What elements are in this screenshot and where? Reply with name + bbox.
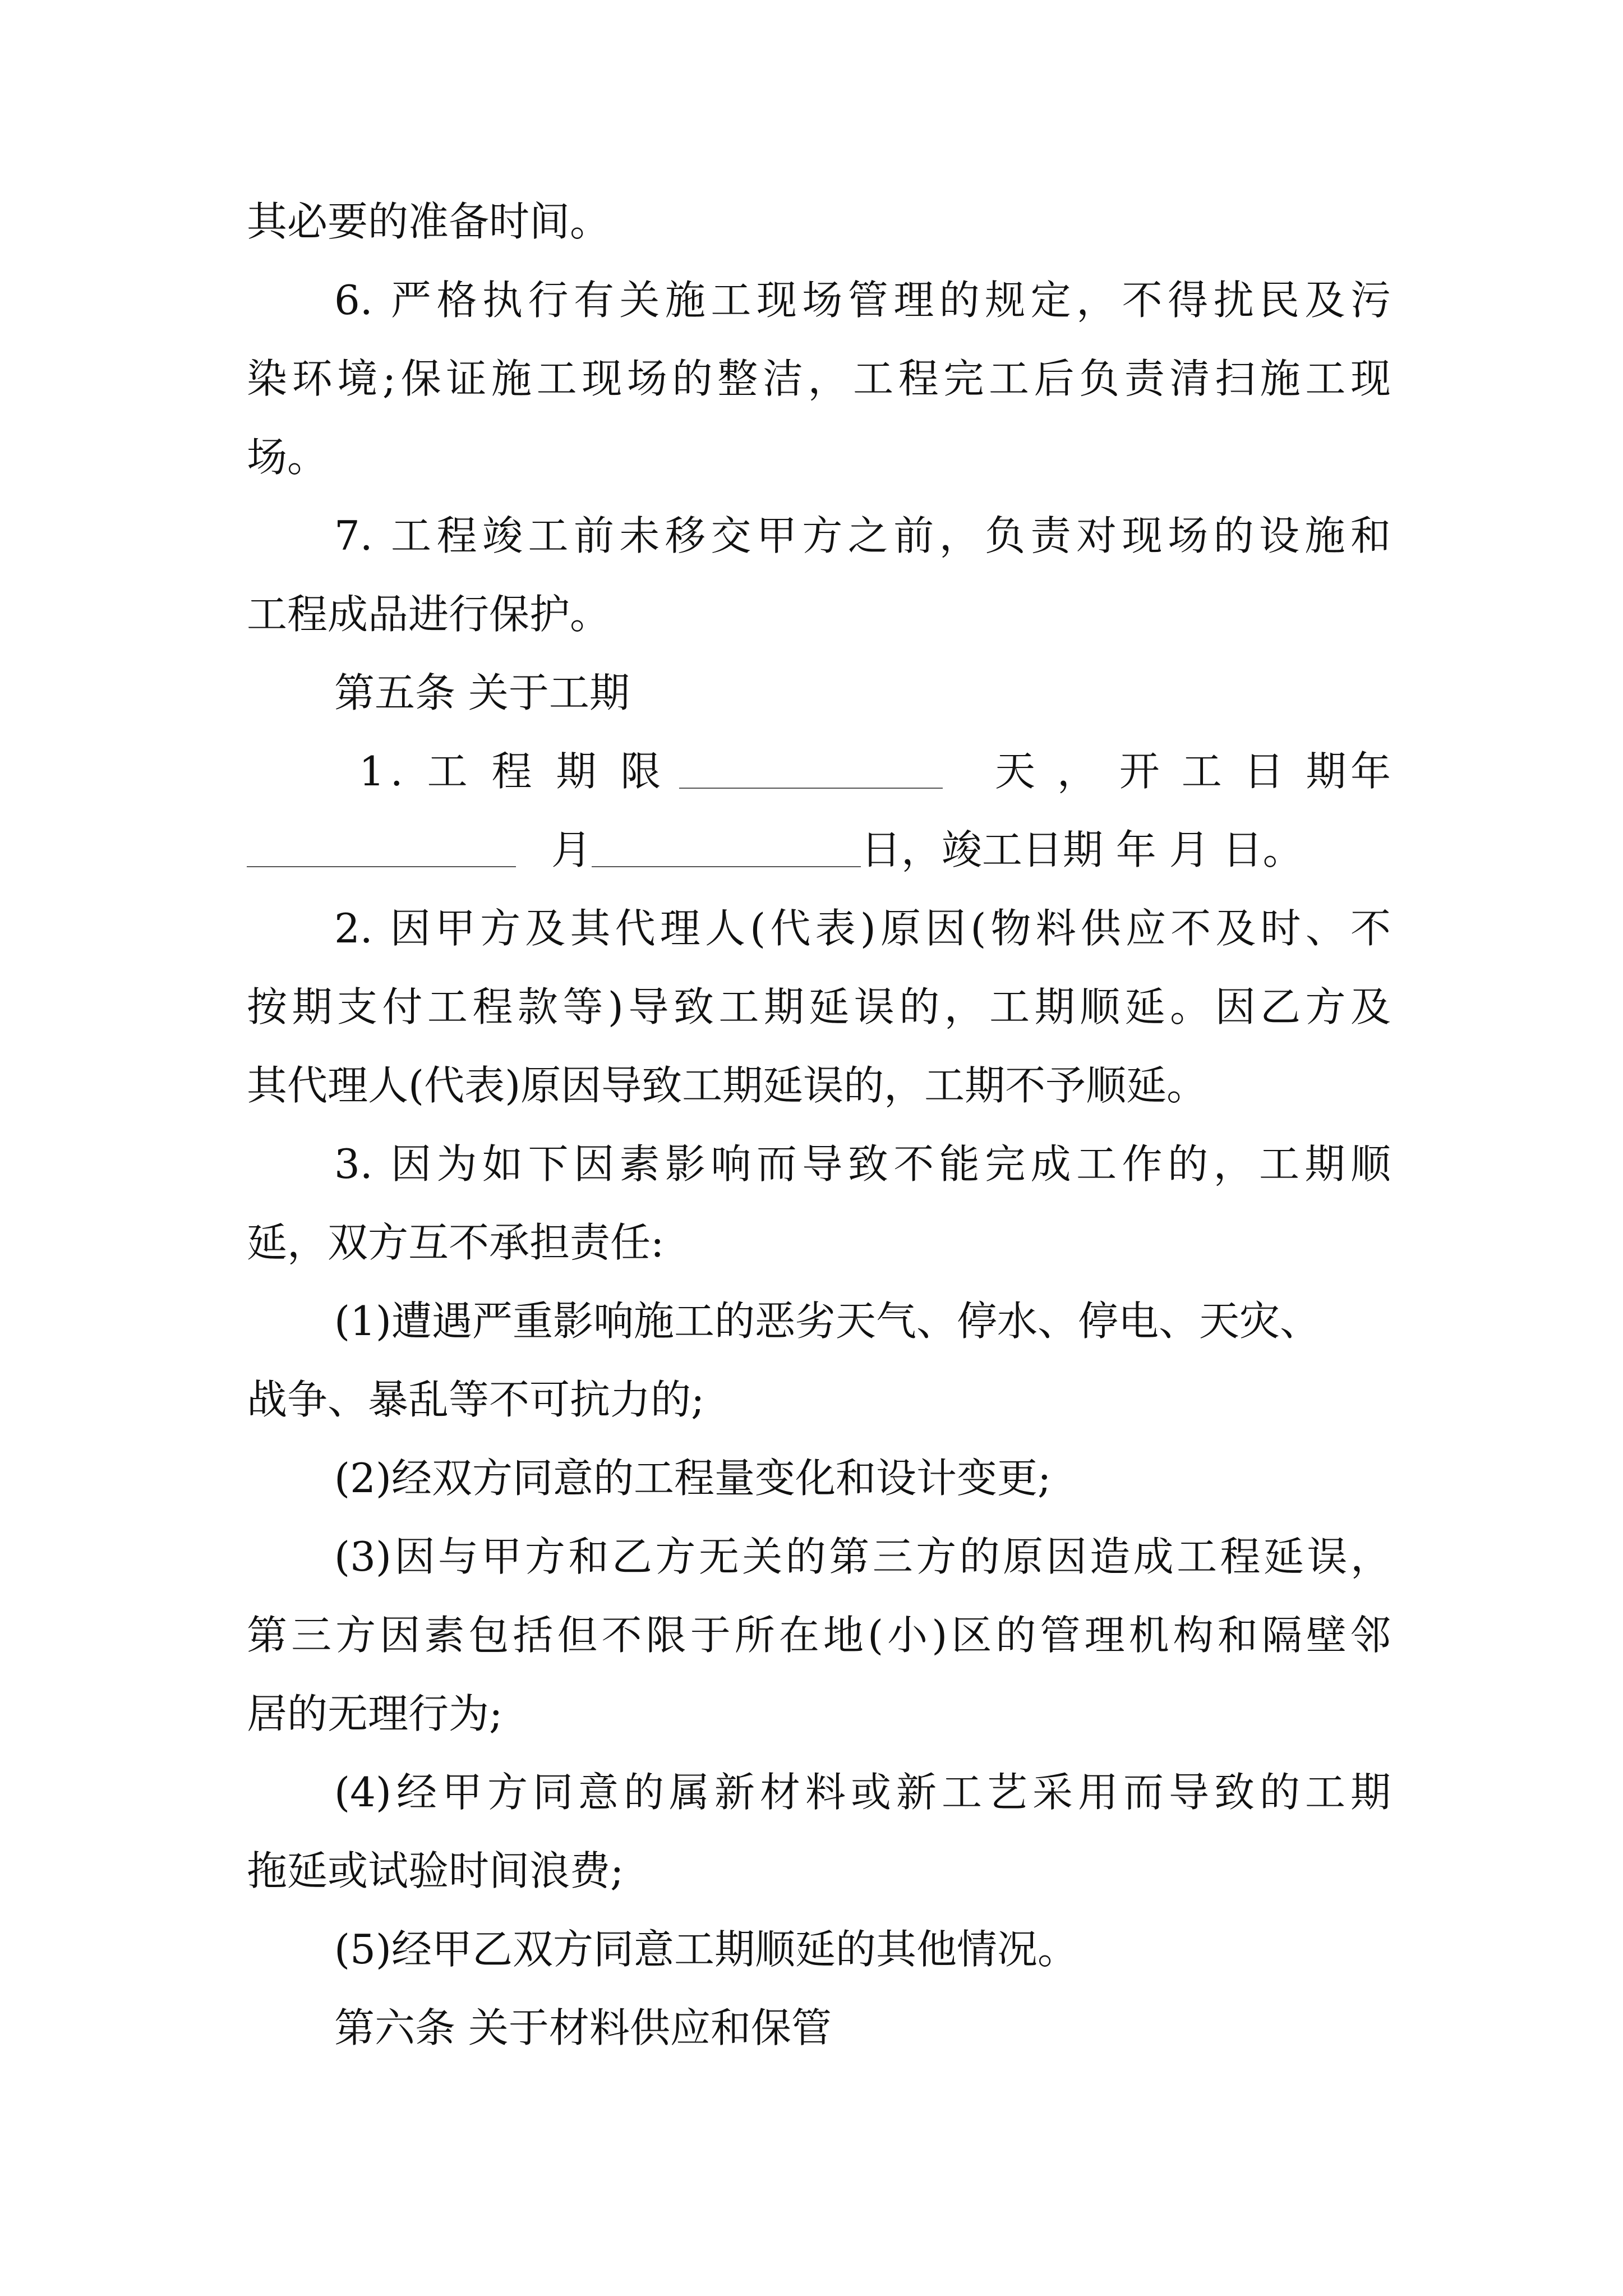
text-line: 场。 bbox=[247, 434, 328, 481]
clause1-year: 年 bbox=[1350, 748, 1391, 795]
text-line: 按期支付工程款等)导致工期延误的，工期顺延。因乙方及 bbox=[247, 983, 1391, 1030]
text-line: 拖延或试验时间浪费; bbox=[247, 1847, 624, 1894]
sub-item-4: (4)经甲方同意的属新材料或新工艺采用而导致的工期 bbox=[334, 1769, 1391, 1816]
clause1-end: 日，竣工日期 年 月 日。 bbox=[860, 826, 1303, 873]
blank-field bbox=[679, 754, 943, 789]
clause1-month: 月 bbox=[551, 826, 592, 873]
clause1-label: 1. 工 程 期 限 bbox=[359, 748, 667, 795]
clause-item-1 bbox=[247, 740, 1391, 802]
section-heading-5: 第五条 关于工期 bbox=[334, 669, 630, 716]
clause-item-1-cont bbox=[247, 819, 1391, 881]
section-heading-6: 第六条 关于材料供应和保管 bbox=[334, 2004, 832, 2051]
clause-item-3: 3. 因为如下因素影响而导致不能完成工作的，工期顺 bbox=[334, 1140, 1391, 1188]
sub-item-2: (2)经双方同意的工程量变化和设计变更; bbox=[334, 1455, 1052, 1502]
text-line: 战争、暴乱等不可抗力的; bbox=[247, 1376, 705, 1423]
sub-item-3: (3)因与甲方和乙方无关的第三方的原因造成工程延误， bbox=[334, 1533, 1391, 1580]
clause-item-6: 6. 严格执行有关施工现场管理的规定，不得扰民及污 bbox=[334, 277, 1391, 324]
clause1-days: 天 ， 开 工 日 期 bbox=[995, 748, 1351, 795]
text-line: 居的无理行为; bbox=[247, 1690, 503, 1737]
text-line: 染环境;保证施工现场的整洁，工程完工后负责清扫施工现 bbox=[247, 355, 1391, 402]
sub-item-1: (1)遭遇严重影响施工的恶劣天气、停水、停电、天灾、 bbox=[334, 1297, 1320, 1345]
clause-item-2: 2. 因甲方及其代理人(代表)原因(物料供应不及时、不 bbox=[334, 905, 1391, 952]
text-line: 其代理人(代表)原因导致工期延误的，工期不予顺延。 bbox=[247, 1062, 1207, 1109]
blank-field bbox=[592, 832, 861, 867]
blank-field bbox=[247, 832, 516, 867]
text-line: 第三方因素包括但不限于所在地(小)区的管理机构和隔壁邻 bbox=[247, 1612, 1391, 1659]
clause-item-7: 7. 工程竣工前未移交甲方之前，负责对现场的设施和 bbox=[334, 512, 1391, 559]
text-line: 延，双方互不承担责任: bbox=[247, 1219, 665, 1266]
sub-item-5: (5)经甲乙双方同意工期顺延的其他情况。 bbox=[334, 1926, 1078, 1973]
text-line: 工程成品进行保护。 bbox=[247, 591, 611, 638]
text-line: 其必要的准备时间。 bbox=[247, 198, 611, 245]
